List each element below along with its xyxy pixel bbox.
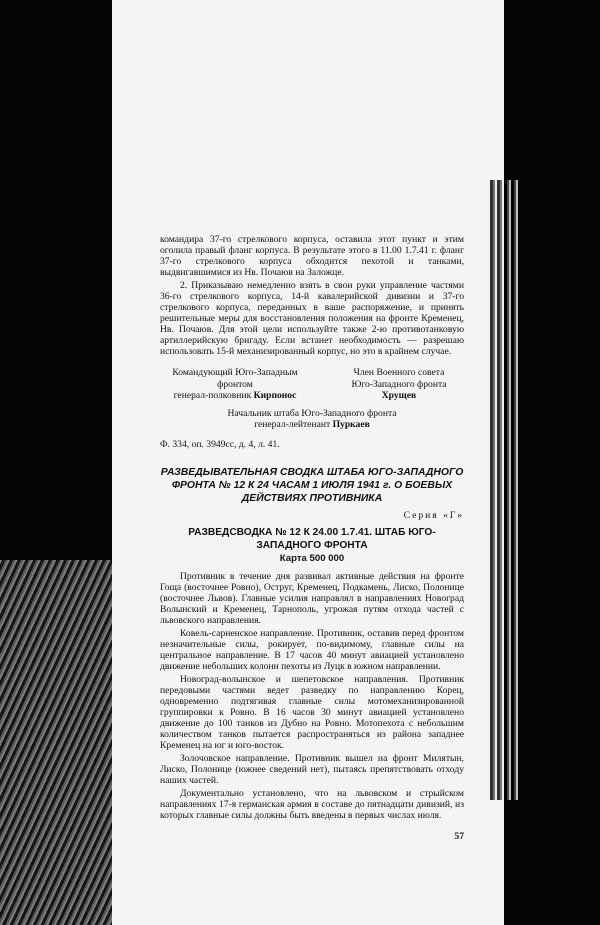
paragraph: Новоград-волынское и шепетовское направления. Противник передовыми частями ведет разведку по направлению Корец, одновременно подтягивая главные силы мотомеханизированной группировки к Ровно. В 16 часов 30 минут авиацией установлено движение до 100 танков из Дубно на Ровно. Мотопехота с небольшим количеством танков пытается распространяться из района западнее Кременец на юг и юго-восток.: [160, 674, 464, 751]
signature-chief-of-staff: [160, 408, 464, 431]
signature-rank: генерал-полковник: [173, 390, 252, 401]
document-title: РАЗВЕДЫВАТЕЛЬНАЯ СВОДКА ШТАБА ЮГО-ЗАПАДНОГО ФРОНТА № 12 К 24 ЧАСАМ 1 ИЮЛЯ 1941 г. О БОЕВЫХ ДЕЙСТВИЯХ ПРОТИВНИКА: [160, 466, 464, 504]
top-text: [160, 234, 464, 357]
map-scale: Карта 500 000: [279, 553, 345, 564]
signature-row: [160, 367, 464, 402]
signature-name: Кирпонос: [253, 390, 297, 401]
signature-council: [334, 367, 464, 402]
archive-ref-text: Ф. 334, оп. 3949сс, д. 4, л. 41.: [160, 438, 280, 450]
archive-reference: [160, 439, 464, 450]
page-number: 57: [454, 831, 464, 842]
signature-line: фронтом: [217, 378, 253, 390]
paragraph: Документально установлено, что на львовском и стрыйском направлениях 17-я германская армия в составе до пятнадцати дивизий, из которых главные силы должны быть введены в первых числах июля.: [160, 788, 464, 821]
signature-line: Начальник штаба Юго-Западного фронта: [227, 407, 397, 419]
signature-name: Хрущев: [381, 390, 417, 401]
paragraph: командира 37-го стрелкового корпуса, оставила этот пункт и этим оголила правый фланг корпуса. В результате этого в 11.00 1.7.41 г. фланг 37-го стрелкового корпуса обходится пехотой и танками, выдвигавшимися из Нв. Почаюв на Заложце.: [160, 234, 464, 278]
signature-commander: [160, 367, 310, 402]
paragraph: Противник в течение дня развивал активные действия на фронте Гоща (восточнее Ровно), Оструг, Кременец, Подкамень, Лиско, Полонице (восточнее Львов). Главные усилия направлял в направлениях Новоград Волынский и Кременец, Тарнополь, угрожая путям отхода частей с львовского направления.: [160, 571, 464, 626]
series-label: Серия «Г»: [403, 509, 464, 521]
signature-name: Пуркаев: [332, 419, 370, 430]
report-heading: РАЗВЕДСВОДКА № 12 К 24.00 1.7.41. ШТАБ ЮГО-ЗАПАДНОГО ФРОНТА: [188, 527, 436, 551]
page-content: [160, 234, 464, 842]
scan-noise: [490, 180, 518, 800]
signature-line: Член Военного совета: [353, 367, 445, 378]
signature-line: Юго-Западного фронта: [351, 378, 447, 390]
paragraph: Ковель-сарненское направление. Противник, оставив перед фронтом незначительные силы, рокирует, по-видимому, главные силы на центральное направление. В 17 часов 40 минут авиацией установлено движение небольших колонн пехоты из Луцк в южном направлении.: [160, 628, 464, 672]
report-body: [160, 571, 464, 821]
signature-rank: генерал-лейтенант: [254, 419, 331, 430]
paragraph: Золочовское направление. Противник вышел на фронт Милятын, Лиско, Полонице (южнее сведений нет), пытаясь препятствовать отходу наших частей.: [160, 753, 464, 786]
signature-line: Командующий Юго-Западным: [172, 367, 298, 378]
scan-noise: [0, 560, 112, 925]
paragraph: 2. Приказываю немедленно взять в свои руки управление частями 36-го стрелкового корпуса, 14-й кавалерийской дивизии и 37-го стрелкового корпуса, переданных в ваше распоряжение, и принять решительные меры для восстановления положения на фронте Кременец, Нв. Почаюв. Для этой цели используйте также 2-ю противотанковую артиллерийскую бригаду. Если встанет необходимость — разрешаю использовать 15-й механизированный корпус, но это в крайнем случае.: [160, 280, 464, 357]
